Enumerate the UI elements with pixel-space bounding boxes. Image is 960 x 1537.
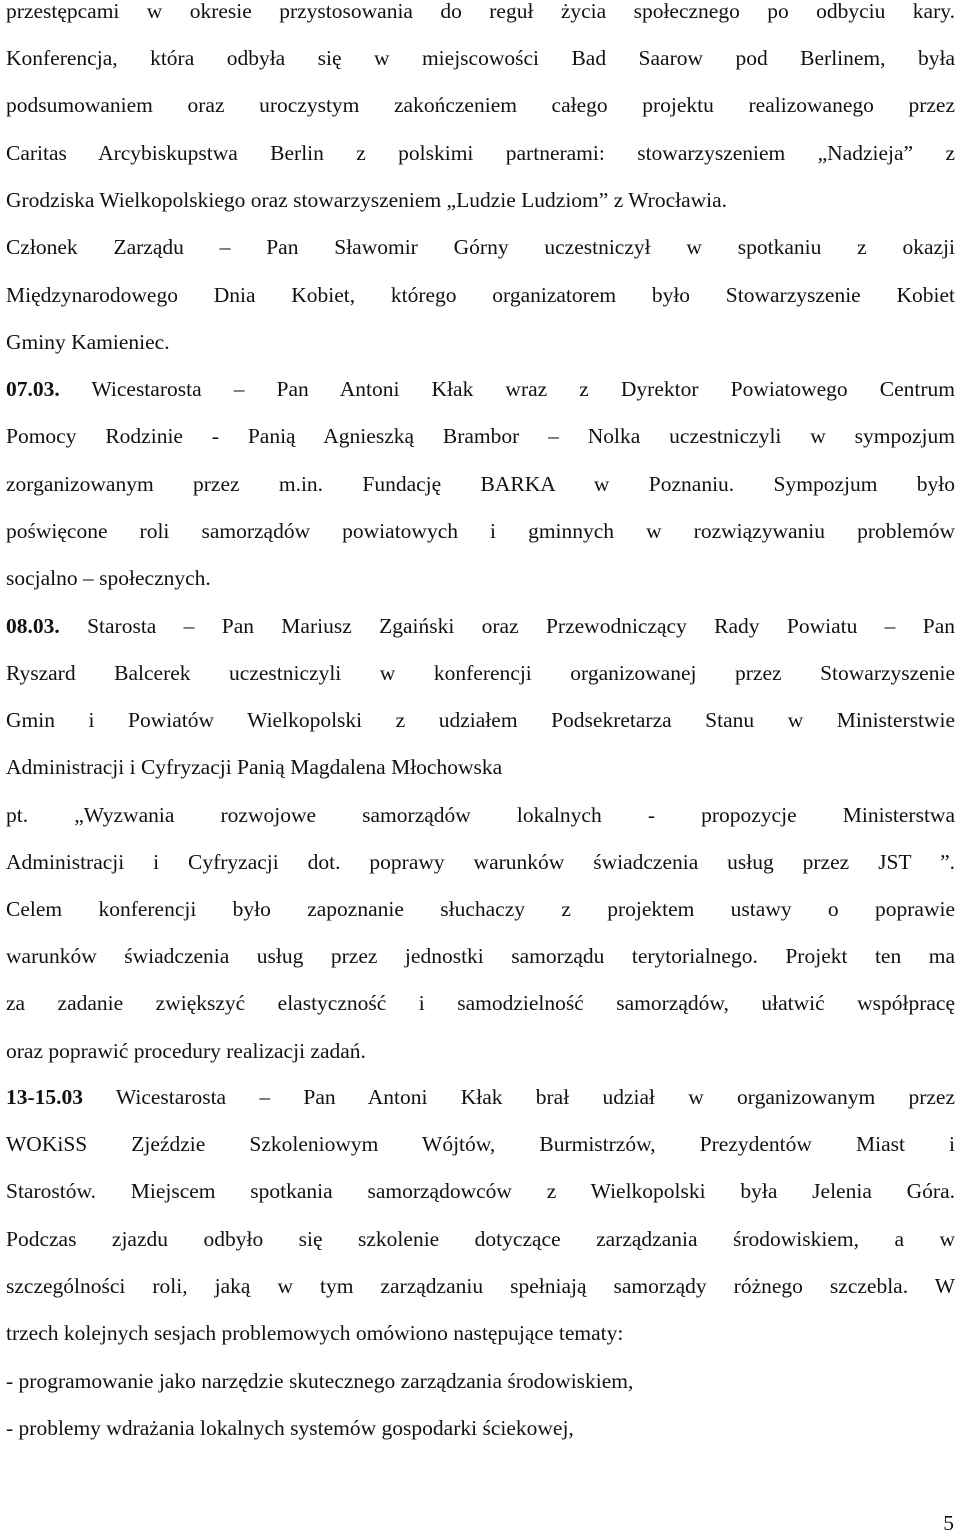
line-text: za zadanie zwiększyć elastyczność i samodzielność samorządów, ułatwić współpracę (6, 991, 955, 1015)
line-text: Konferencja, która odbyła się w miejscowości Bad Saarow pod Berlinem, była (6, 46, 955, 70)
line-text: Starostów. Miejscem spotkania samorządowców z Wielkopolski była Jelenia Góra. (6, 1179, 955, 1203)
line-text: Międzynarodowego Dnia Kobiet, którego organizatorem było Stowarzyszenie Kobiet (6, 283, 955, 307)
text-line (6, 1082, 955, 1112)
line-text: Administracji i Cyfryzacji Panią Magdalena Młochowska (6, 755, 503, 779)
text-line (6, 1224, 955, 1254)
line-text: Gmin i Powiatów Wielkopolski z udziałem Podsekretarza Stanu w Ministerstwie (6, 708, 955, 732)
line-text: WOKiSS Zjeździe Szkoleniowym Wójtów, Burmistrzów, Prezydentów Miast i (6, 1132, 955, 1156)
line-text: Caritas Arcybiskupstwa Berlin z polskimi partnerami: stowarzyszeniem „Nadzieja” z (6, 141, 955, 165)
text-line (6, 90, 955, 120)
line-text: Starosta – Pan Mariusz Zgaiński oraz Przewodniczący Rady Powiatu – Pan (59, 614, 955, 638)
text-line (6, 1271, 955, 1301)
line-text: poświęcone roli samorządów powiatowych i gminnych w rozwiązywaniu problemów (6, 519, 955, 543)
text-line (6, 1176, 955, 1206)
text-line (6, 280, 955, 310)
line-text: Pomocy Rodzinie - Panią Agnieszką Brambor – Nolka uczestniczyli w sympozjum (6, 424, 955, 448)
line-text: pt. „Wyzwania rozwojowe samorządów lokalnych - propozycje Ministerstwa (6, 803, 955, 827)
text-line (6, 941, 955, 971)
line-text: zorganizowanym przez m.in. Fundację BARKA w Poznaniu. Sympozjum było (6, 472, 955, 496)
text-line (6, 1036, 955, 1066)
line-text: trzech kolejnych sesjach problemowych omówiono następujące tematy: (6, 1321, 624, 1345)
text-line (6, 43, 955, 73)
text-line (6, 1318, 955, 1348)
text-line (6, 421, 955, 451)
date-label: 08.03. (6, 614, 60, 638)
line-text: Wicestarosta – Pan Antoni Kłak brał udział w organizowanym przez (83, 1085, 955, 1109)
text-line (6, 705, 955, 735)
text-line (6, 516, 955, 546)
line-text: podsumowaniem oraz uroczystym zakończeniem całego projektu realizowanego przez (6, 93, 955, 117)
text-line (6, 138, 955, 168)
line-text: - programowanie jako narzędzie skutecznego zarządzania środowiskiem, (6, 1369, 634, 1393)
line-text: Ryszard Balcerek uczestniczyli w konferencji organizowanej przez Stowarzyszenie (6, 661, 955, 685)
page-number: 5 (943, 1511, 954, 1535)
text-line (6, 988, 955, 1018)
text-line (6, 232, 955, 262)
line-text: Podczas zjazdu odbyło się szkolenie dotyczące zarządzania środowiskiem, a w (6, 1227, 955, 1251)
line-text: socjalno – społecznych. (6, 566, 211, 590)
line-text: Wicestarosta – Pan Antoni Kłak wraz z Dyrektor Powiatowego Centrum (59, 377, 955, 401)
text-line (6, 185, 955, 215)
line-text: Gminy Kamieniec. (6, 330, 170, 354)
text-line (6, 469, 955, 499)
line-text: Członek Zarządu – Pan Sławomir Górny uczestniczył w spotkaniu z okazji (6, 235, 955, 259)
line-text: warunków świadczenia usług przez jednostki samorządu terytorialnego. Projekt ten ma (6, 944, 955, 968)
line-text: - problemy wdrażania lokalnych systemów gospodarki ściekowej, (6, 1416, 574, 1440)
text-line (6, 800, 955, 830)
date-label: 13-15.03 (6, 1085, 84, 1109)
text-line (6, 1129, 955, 1159)
line-text: Celem konferencji było zapoznanie słuchaczy z projektem ustawy o poprawie (6, 897, 955, 921)
text-line (6, 1413, 955, 1443)
date-label: 07.03. (6, 377, 60, 401)
line-text: przestępcami w okresie przystosowania do reguł życia społecznego po odbyciu kary. (6, 0, 955, 23)
text-line (6, 847, 955, 877)
text-line (6, 327, 955, 357)
text-line (6, 1366, 955, 1396)
text-line (6, 894, 955, 924)
text-line (6, 611, 955, 641)
line-text: oraz poprawić procedury realizacji zadań. (6, 1039, 366, 1063)
text-line (6, 563, 955, 593)
text-line (6, 752, 955, 782)
line-text: szczególności roli, jaką w tym zarządzaniu spełniają samorządy różnego szczebla. W (6, 1274, 955, 1298)
text-line (6, 374, 955, 404)
text-line (6, 0, 955, 26)
text-line (6, 658, 955, 688)
line-text: Grodziska Wielkopolskiego oraz stowarzyszeniem „Ludzie Ludziom” z Wrocławia. (6, 188, 728, 212)
line-text: Administracji i Cyfryzacji dot. poprawy warunków świadczenia usług przez JST ”. (6, 850, 955, 874)
